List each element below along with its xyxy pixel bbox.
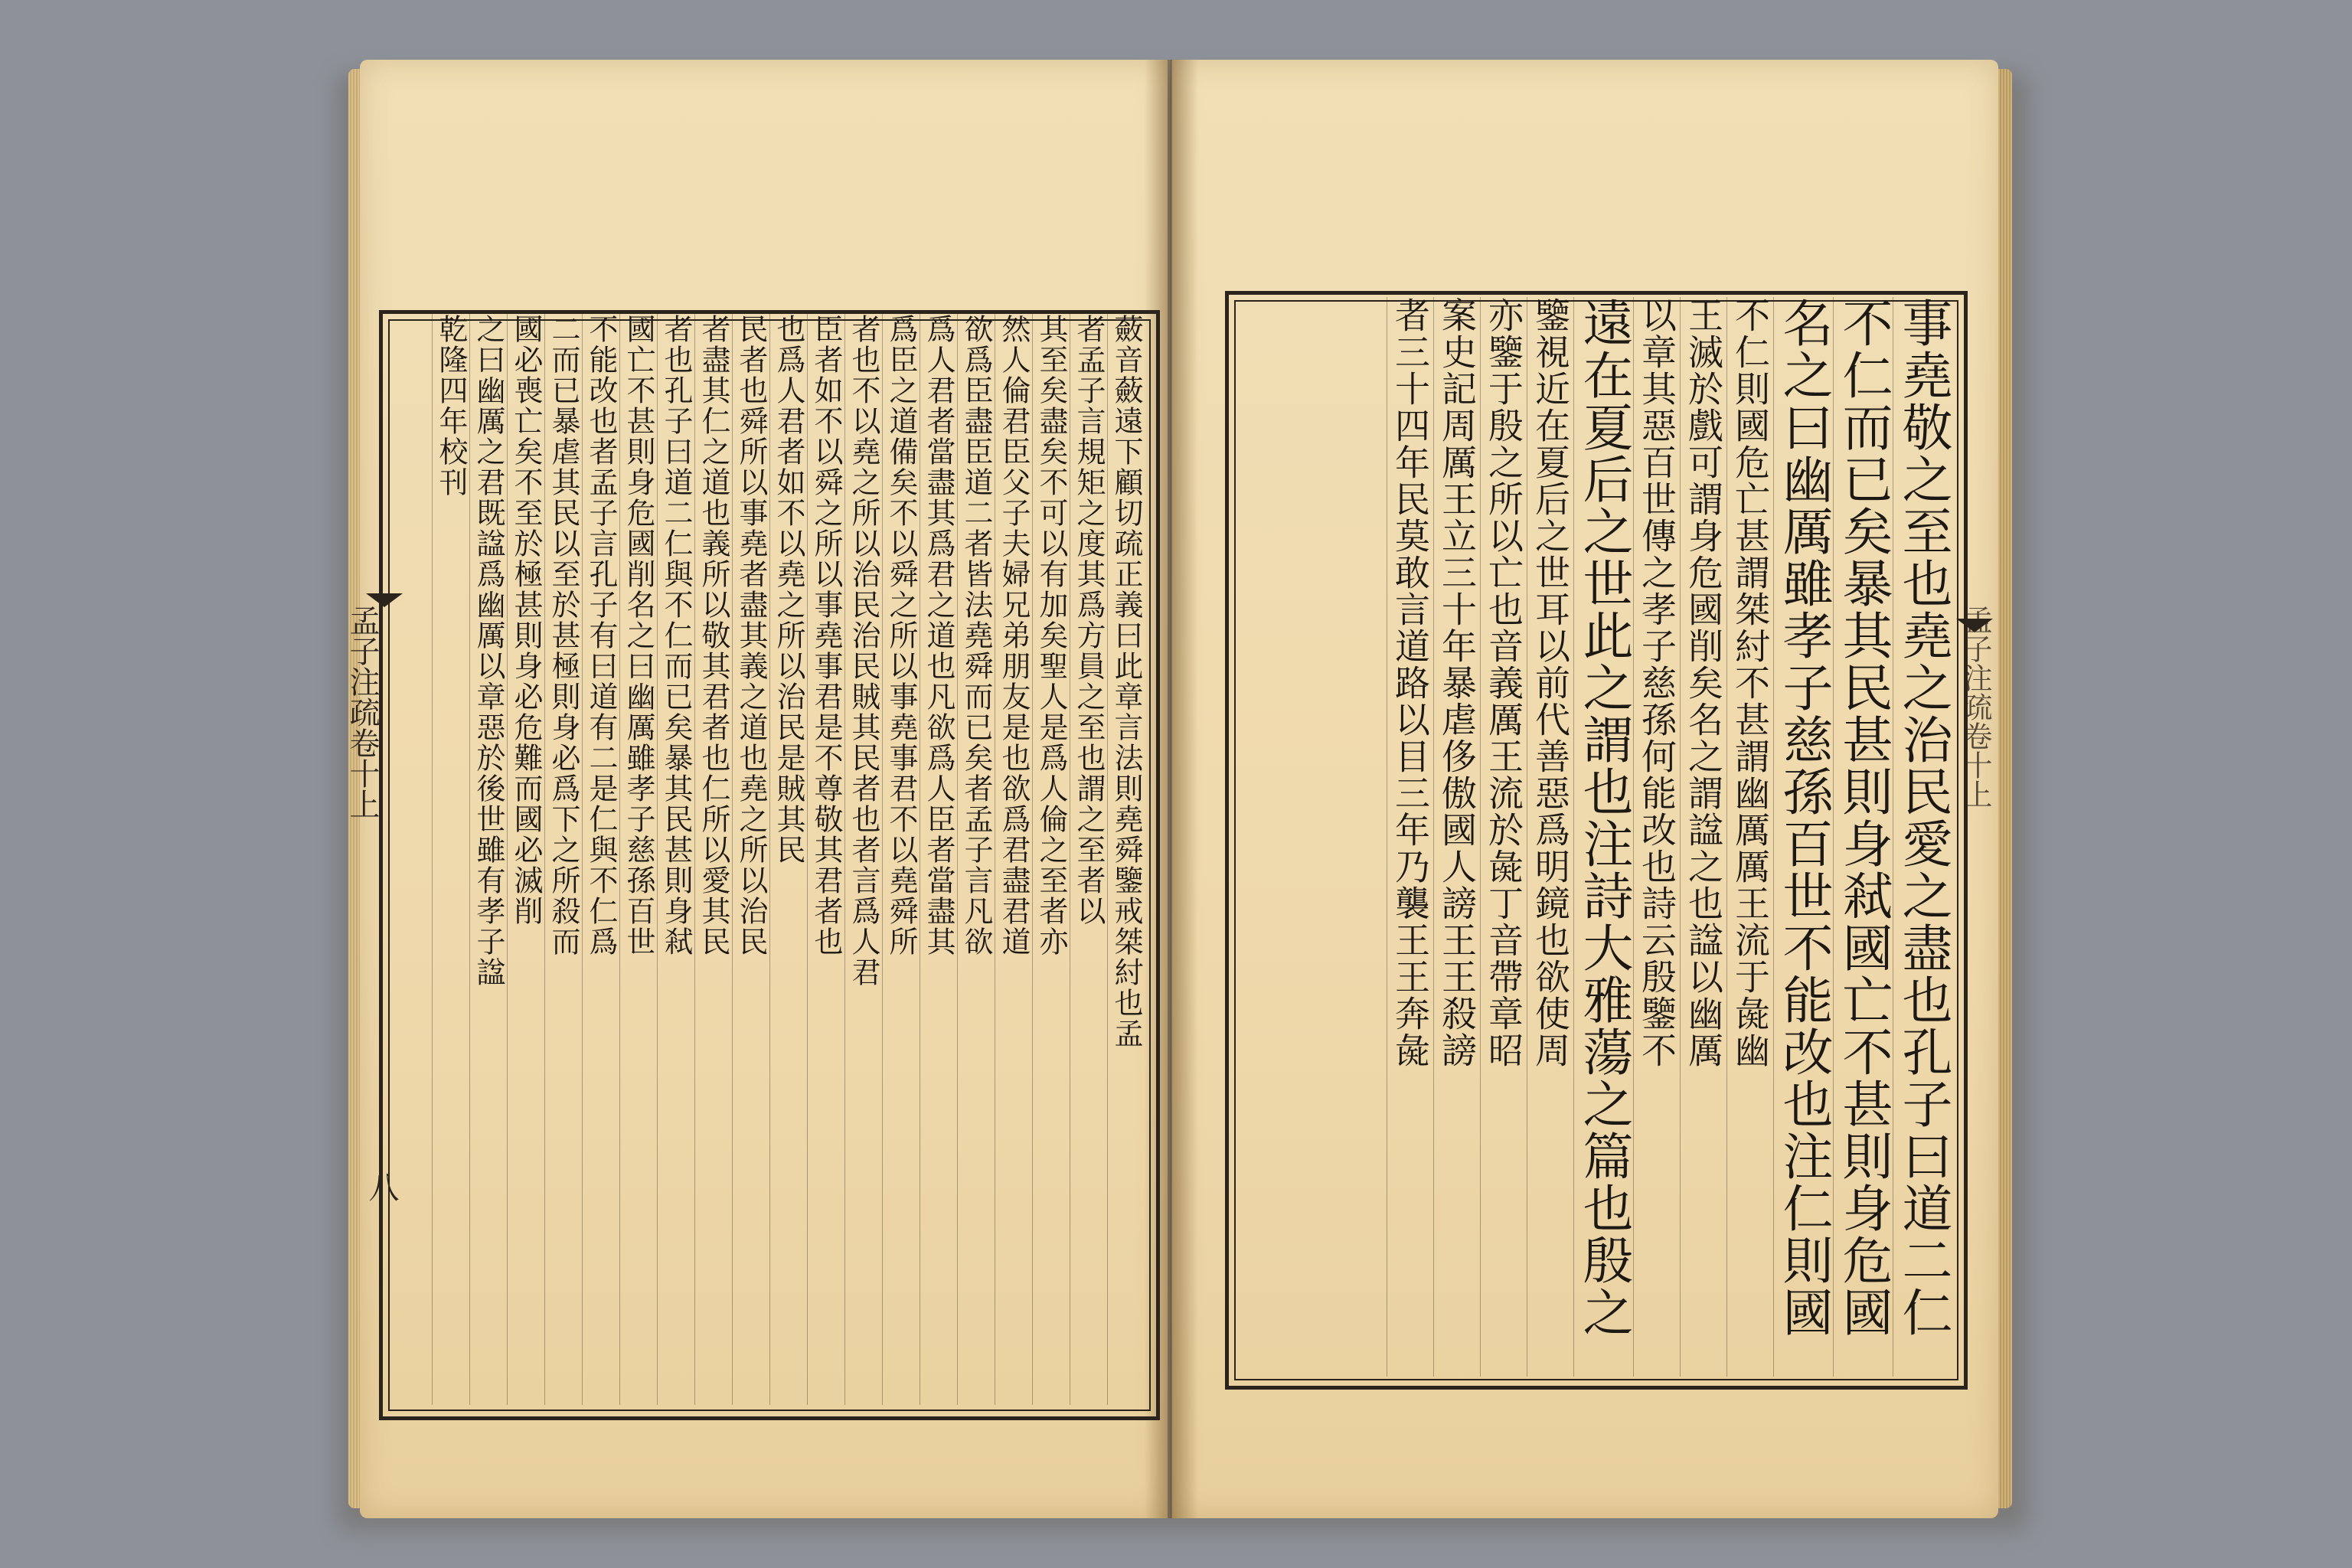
text-column: 名之曰幽厲雖孝子慈孫百世不能改也注仁則國: [1773, 297, 1833, 1377]
text-column: 者孟子言規矩之度其爲方員之至也謂之至者以: [1070, 314, 1107, 1405]
text-column: 爲人君者當盡其爲君之道也凡欲爲人臣者當盡其: [920, 314, 957, 1405]
text-column: 爲臣之道備矣不以舜之所以事堯事君不以堯舜所: [882, 314, 920, 1405]
text-column: 者也不以堯之所以治民治民賊其民者也者言爲人君: [844, 314, 882, 1405]
text-column: 事堯敬之至也堯之治民愛之盡也孔子曰道二仁: [1893, 297, 1952, 1377]
text-column: 亦鑒于殷之所以亡也音義厲王流於彘丁音帶章昭: [1480, 297, 1527, 1377]
text-column: 不仁而已矣暴其民甚則身弒國亡不甚則身危國: [1833, 297, 1893, 1377]
text-column: 欲爲臣盡臣道二者皆法堯舜而已矣者孟子言凡欲: [957, 314, 995, 1405]
text-column: 其至矣盡矣不可以有加矣聖人是爲人倫之至者亦: [1032, 314, 1070, 1405]
text-column: 王滅於戲可謂身危國削矣名之謂諡之也諡以幽厲: [1680, 297, 1726, 1377]
text-column: 之曰幽厲之君既諡爲幽厲以章惡於後世雖有孝子諡: [469, 314, 507, 1405]
leaf-number: 八: [364, 1171, 399, 1202]
text-column: 案史記周厲王立三十年暴虐侈傲國人謗王王殺謗: [1433, 297, 1480, 1377]
text-column: 者也孔子曰道二仁與不仁而已矣暴其民甚則身弒: [657, 314, 694, 1405]
text-column: 蘞音蘞遠下顧切疏正義曰此章言法則堯舜鑒戒桀紂也孟: [1107, 314, 1145, 1405]
text-column: 國必喪亡矣不至於極甚則身必危難而國必滅削: [507, 314, 544, 1405]
left-margin-title: 孟子注疏卷十上: [345, 605, 380, 819]
text-column: 民者也舜所以事堯者盡其義之道也堯之所以治民: [732, 314, 769, 1405]
colophon: 乾隆四年校刊: [432, 314, 469, 1405]
text-column: 以章其惡百世傳之孝子慈孫何能改也詩云殷鑒不: [1633, 297, 1680, 1377]
text-column: 遠在夏后之世此之謂也注詩大雅蕩之篇也殷之: [1573, 297, 1633, 1377]
text-column: 鑒視近在夏后之世耳以前代善惡爲明鏡也欲使周: [1527, 297, 1573, 1377]
text-column: 臣者如不以舜之所以事堯事君是不尊敬其君者也: [807, 314, 844, 1405]
right-page-text: [1233, 297, 1952, 1377]
right-margin-title: 孟子注疏卷十上: [1958, 605, 1992, 808]
text-column: 國亡不甚則身危國削名之曰幽厲雖孝子慈孫百世: [619, 314, 657, 1405]
text-column: 者盡其仁之道也義所以敬其君者也仁所以愛其民: [694, 314, 732, 1405]
text-column: 二而已暴虐其民以至於甚極則身必爲下之所殺而: [544, 314, 582, 1405]
text-column: 者三十四年民莫敢言道路以目三年乃襲王王奔彘: [1387, 297, 1433, 1377]
text-column: 不能改也者孟子言孔子有曰道有二是仁與不仁爲: [582, 314, 619, 1405]
text-column: 不仁則國危亡甚謂桀紂不甚謂幽厲厲王流于彘幽: [1726, 297, 1773, 1377]
left-page-text: [387, 314, 1145, 1405]
text-column: 也爲人君者如不以堯之所以治民是賊其民: [769, 314, 807, 1405]
text-column: 然人倫君臣父子夫婦兄弟朋友是也欲爲君盡君道: [995, 314, 1032, 1405]
